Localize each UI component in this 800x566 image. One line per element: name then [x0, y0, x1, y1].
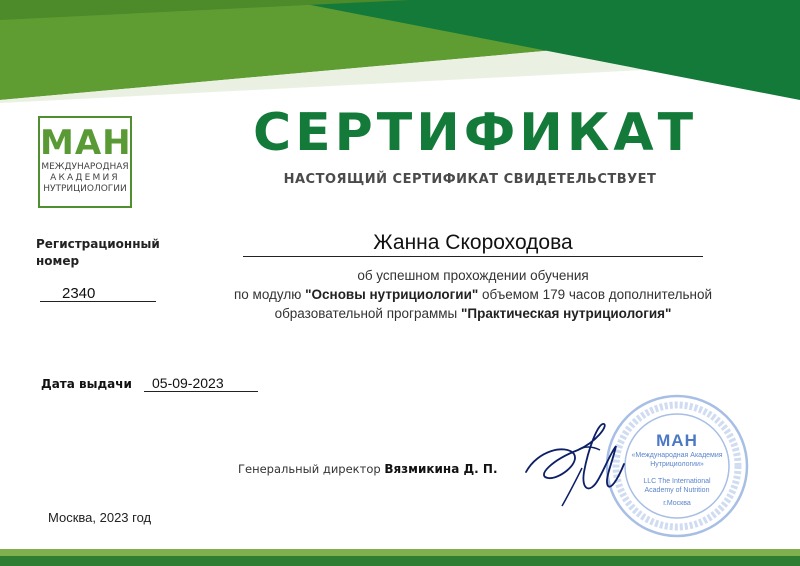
body-line-2-suffix: объемом 179 часов дополнительной — [478, 287, 713, 302]
bottom-dark-strip — [0, 556, 800, 566]
body-line-1: об успешном прохождении обучения — [357, 268, 589, 283]
logo-line-2: АКАДЕМИЯ — [50, 173, 120, 183]
stamp-sub-4: Academy of Nutrition — [644, 487, 710, 494]
body-line-2 — [228, 285, 718, 304]
stamp-main: МАН — [656, 431, 698, 450]
logo-line-3: НУТРИЦИОЛОГИИ — [43, 184, 127, 194]
director-signature-line — [238, 462, 498, 476]
recipient-name: Жанна Скороходова — [243, 231, 703, 257]
stamp-sub-1: «Международная Академия — [631, 452, 723, 459]
certificate-body — [228, 266, 718, 323]
certificate-title: СЕРТИФИКАТ — [252, 103, 698, 163]
registration-label: Регистрационный номер — [36, 237, 160, 268]
stamp-city: г.Москва — [663, 500, 691, 507]
stamp-sub-2: Нутрициологии» — [650, 461, 704, 468]
body-line-2-prefix: по модулю — [233, 287, 306, 302]
certificate-subtitle: НАСТОЯЩИЙ СЕРТИФИКАТ СВИДЕТЕЛЬСТВУЕТ — [283, 172, 657, 187]
director-name: Вязмикина Д. П. — [384, 462, 498, 476]
body-line-3 — [228, 304, 718, 323]
academy-logo — [38, 116, 132, 208]
stamp-sub-3: LLC The International — [643, 478, 711, 485]
logo-mark: МАН — [40, 123, 132, 163]
registration-number: 2340 — [40, 286, 156, 302]
logo-line-1: МЕЖДУНАРОДНАЯ — [41, 162, 129, 172]
module-name: "Основы нутрициологии" — [305, 287, 479, 302]
bottom-light-strip — [0, 549, 800, 556]
signature-icon — [518, 420, 628, 510]
body-line-3-prefix: образовательной программы — [274, 306, 461, 321]
issue-date-label: Дата выдачи — [41, 377, 132, 391]
issue-date-value: 05-09-2023 — [144, 376, 258, 392]
program-name: "Практическая нутрициология" — [461, 306, 672, 321]
place-and-year: Москва, 2023 год — [48, 510, 152, 525]
director-title: Генеральный директор — [238, 462, 385, 476]
